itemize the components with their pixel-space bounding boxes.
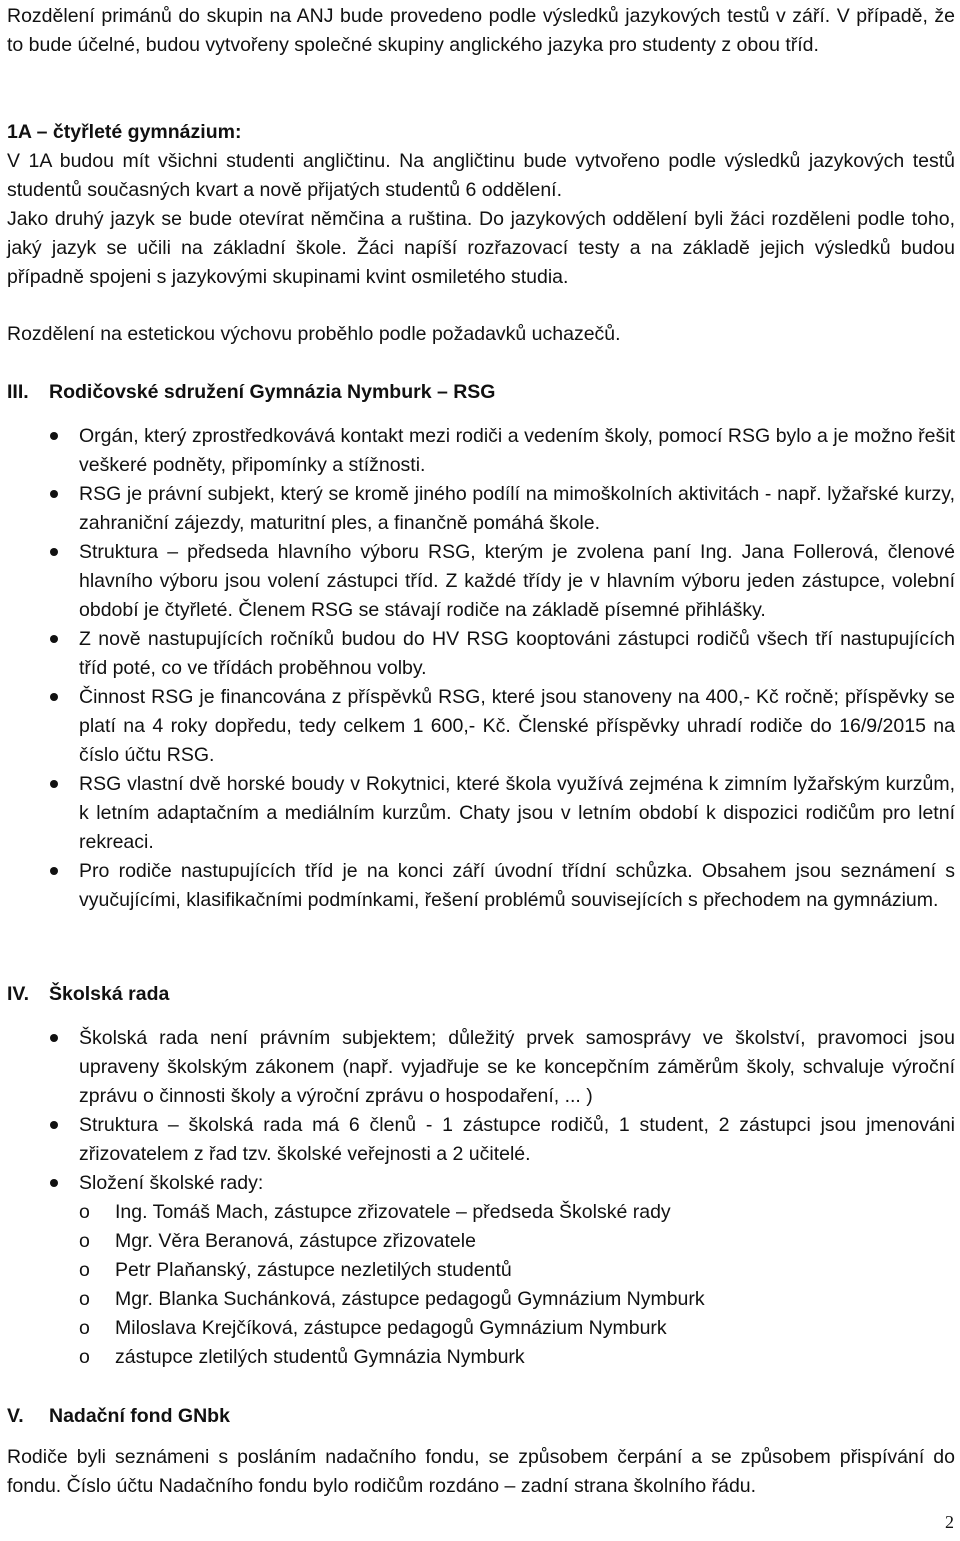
section-4-title: Školská rada — [49, 983, 170, 1005]
list-item: Orgán, který zprostředkovává kontakt mezi rodiči a vedením školy, pomocí RSG bylo a je možno řešit veškeré podněty, připomínky a stížnosti. — [7, 422, 955, 480]
list-item: Složení školské rady: — [7, 1169, 955, 1198]
section-3-number: III. — [7, 381, 29, 403]
section-3-title: Rodičovské sdružení Gymnázia Nymburk – RSG — [49, 381, 496, 403]
member-item: o Miloslava Krejčíková, zástupce pedagogů Gymnázium Nymburk — [7, 1314, 955, 1343]
list-item: Činnost RSG je financována z příspěvků RSG, které jsou stanoveny na 400,- Kč ročně; příspěvky se platí na 4 roky dopředu, tedy celkem 1 600,- Kč. Členské příspěvky uhradí rodiče do 16/9/2015 na číslo účtu RSG. — [7, 683, 955, 770]
list-item: RSG je právní subjekt, který se kromě jiného podílí na mimoškolních aktivitách - např. lyžařské kurzy, zahraniční zájezdy, maturitní ples, a finančně pomáhá škole. — [7, 480, 955, 538]
list-item: Školská rada není právním subjektem; důležitý prvek samosprávy ve školství, pravomoci jsou upraveny školským zákonem (např. vyjadřuje se ke koncepčním záměrům školy, schvaluje výroční zprávu o činnosti školy a výroční zprávu o hospodaření, ... ) — [7, 1024, 955, 1111]
circle-bullet-icon: o — [79, 1346, 90, 1368]
intro-paragraph: Rozdělení primánů do skupin na ANJ bude provedeno podle výsledků jazykových testů v září. V případě, že to bude účelné, budou vytvořeny společné skupiny anglického jazyka pro studenty z obou tříd. — [7, 5, 955, 56]
bullet-icon — [50, 780, 58, 788]
section-4-heading — [7, 980, 169, 1009]
bullet-icon — [50, 1179, 58, 1187]
bullet-icon — [50, 867, 58, 875]
circle-bullet-icon: o — [79, 1230, 90, 1252]
circle-bullet-icon: o — [79, 1201, 90, 1223]
section-3-heading — [7, 378, 495, 407]
list-item: Struktura – školská rada má 6 členů - 1 zástupce rodičů, 1 student, 2 zástupci jsou jmenováni zřizovatelem z řad tzv. školské veřejnosti a 2 učitelé. — [7, 1111, 955, 1169]
member-item: o Ing. Tomáš Mach, zástupce zřizovatele – předseda Školské rady — [7, 1198, 955, 1227]
section-5-number: V. — [7, 1405, 24, 1427]
bullet-icon — [50, 490, 58, 498]
bullet-icon — [50, 432, 58, 440]
circle-bullet-icon: o — [79, 1259, 90, 1281]
member-item: o Mgr. Věra Beranová, zástupce zřizovatele — [7, 1227, 955, 1256]
page-number: 2 — [945, 1512, 954, 1532]
bullet-icon — [50, 693, 58, 701]
section-5-paragraph: Rodiče byli seznámeni s posláním nadačního fondu, se způsobem čerpání a se způsobem přispívání do fondu. Číslo účtu Nadačního fondu bylo rodičům rozdáno – zadní strana školního řádu. — [7, 1446, 955, 1497]
section-5-title: Nadační fond GNbk — [49, 1405, 230, 1427]
list-item: Struktura – předseda hlavního výboru RSG, kterým je zvolena paní Ing. Jana Follerová, členové hlavního výboru jsou volení zástupci tříd. Z každé třídy je v hlavním výboru jeden zástupce, volební období je čtyřleté. Členem RSG se stávají rodiče na základě písemné přihlášky. — [7, 538, 955, 625]
class-1a-paragraph-1: V 1A budou mít všichni studenti angličtinu. Na angličtinu bude vytvořeno podle výsledků jazykových testů studentů současných kvart a nově přijatých studentů 6 oddělení. — [7, 150, 955, 201]
circle-bullet-icon: o — [79, 1317, 90, 1339]
circle-bullet-icon: o — [79, 1288, 90, 1310]
section-5-heading — [7, 1402, 230, 1431]
bullet-icon — [50, 548, 58, 556]
class-1a-paragraph-2: Jako druhý jazyk se bude otevírat němčina a ruština. Do jazykových oddělení byli žáci rozděleni podle toho, jaký jazyk se učili na základní škole. Žáci napíší rozřazovací testy a na základě jejich výsledků budou případně spojeni s jazykovými skupinami kvint osmiletého studia. — [7, 208, 955, 288]
section-4-number: IV. — [7, 983, 30, 1005]
class-1a-paragraph-3: Rozdělení na estetickou výchovu proběhlo podle požadavků uchazečů. — [7, 323, 621, 345]
member-item: o Petr Plaňanský, zástupce nezletilých studentů — [7, 1256, 955, 1285]
list-item: Z nově nastupujících ročníků budou do HV RSG kooptováni zástupci rodičů všech tří nastupujících tříd poté, co ve třídách proběhnou volby. — [7, 625, 955, 683]
bullet-icon — [50, 635, 58, 643]
class-1a-title: 1A – čtyřleté gymnázium: — [7, 121, 242, 143]
bullet-icon — [50, 1121, 58, 1129]
bullet-icon — [50, 1034, 58, 1042]
member-item: o Mgr. Blanka Suchánková, zástupce pedagogů Gymnázium Nymburk — [7, 1285, 955, 1314]
section-4-list — [7, 1024, 955, 1372]
section-3-list — [7, 422, 955, 915]
list-item: Pro rodiče nastupujících tříd je na konci září úvodní třídní schůzka. Obsahem jsou seznámení s vyučujícími, klasifikačními podmínkami, řešení problémů souvisejících s přechodem na gymnázium. — [7, 857, 955, 915]
list-item: RSG vlastní dvě horské boudy v Rokytnici, které škola využívá zejména k zimním lyžařským kurzům, k letním adaptačním a mediálním kurzům. Chaty jsou v letním období k dispozici rodičům pro letní rekreaci. — [7, 770, 955, 857]
member-item: o zástupce zletilých studentů Gymnázia Nymburk — [7, 1343, 955, 1372]
